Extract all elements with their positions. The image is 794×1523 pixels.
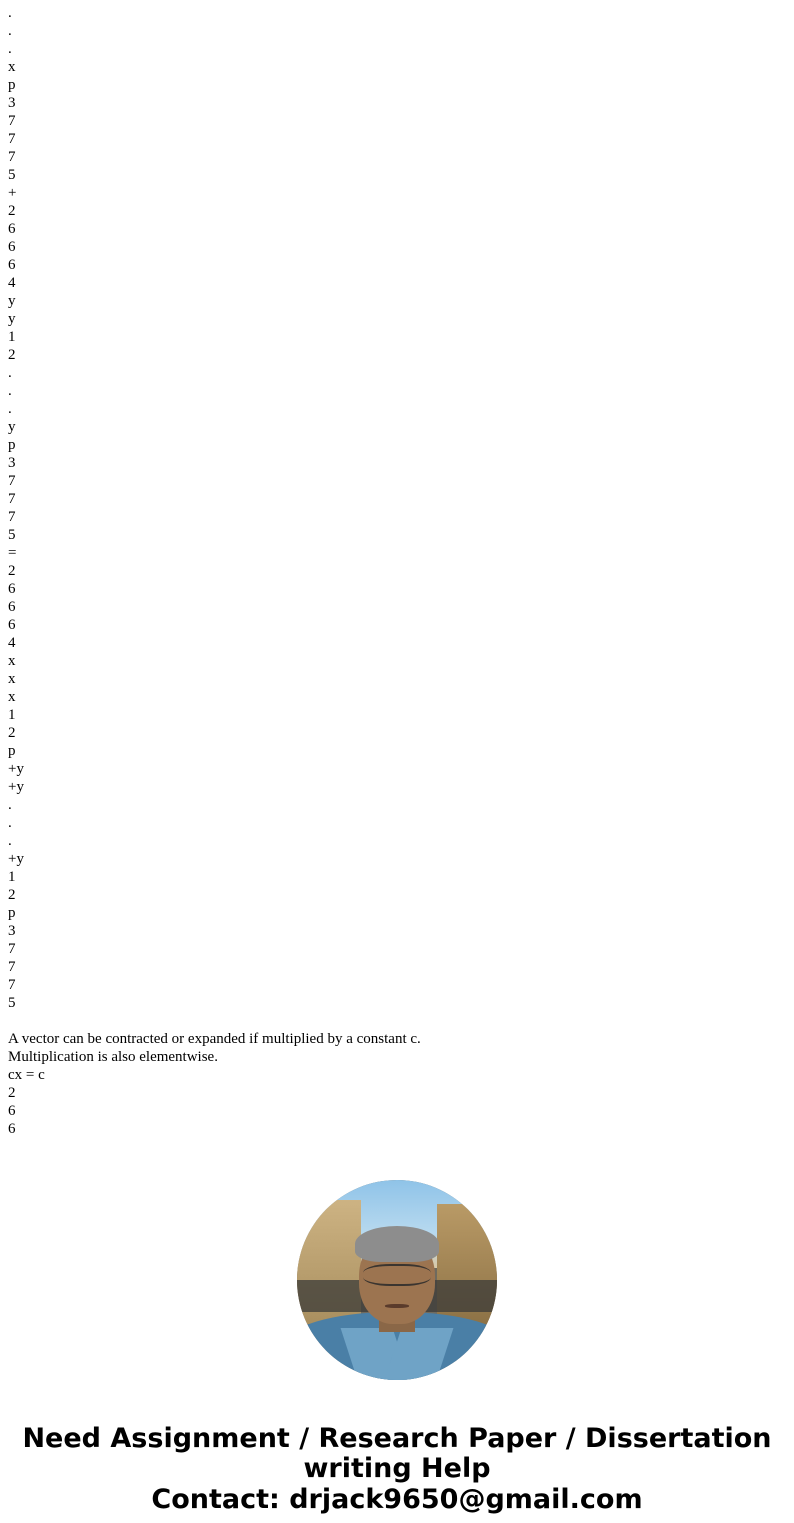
math-line: +y — [8, 851, 24, 867]
math-line: x — [8, 671, 16, 687]
math-line: = — [8, 545, 17, 561]
math-line: p — [8, 743, 16, 759]
math-line: 7 — [8, 491, 16, 507]
math-line: 5 — [8, 995, 16, 1011]
math-block-lower — [8, 1066, 786, 1138]
math-line: 6 — [8, 257, 16, 273]
prose-line: Multiplication is also elementwise. — [8, 1049, 218, 1065]
math-line: 7 — [8, 959, 16, 975]
math-line: y — [8, 419, 16, 435]
math-line: cx = c — [8, 1067, 45, 1083]
author-portrait — [297, 1180, 497, 1380]
glasses-icon — [363, 1264, 431, 1286]
math-line: 2 — [8, 563, 16, 579]
math-line: . — [8, 5, 12, 21]
math-line: 5 — [8, 167, 16, 183]
portrait-hair — [355, 1226, 439, 1262]
math-line: +y — [8, 779, 24, 795]
math-line: 5 — [8, 527, 16, 543]
math-line: p — [8, 437, 16, 453]
math-line: 3 — [8, 455, 16, 471]
math-line: . — [8, 365, 12, 381]
prose-block — [8, 1030, 786, 1066]
footer-line-2: writing Help — [303, 1453, 491, 1484]
math-line: 2 — [8, 887, 16, 903]
math-line: 2 — [8, 1085, 16, 1101]
math-line: 1 — [8, 869, 16, 885]
math-line: 3 — [8, 95, 16, 111]
math-line — [8, 1012, 786, 1030]
math-line: 3 — [8, 923, 16, 939]
math-line: 6 — [8, 239, 16, 255]
math-line: y — [8, 311, 16, 327]
math-line: 7 — [8, 941, 16, 957]
math-line: x — [8, 653, 16, 669]
math-line: 6 — [8, 221, 16, 237]
math-line: . — [8, 833, 12, 849]
math-line: p — [8, 905, 16, 921]
prose-line: A vector can be contracted or expanded if multiplied by a constant c. — [8, 1031, 421, 1047]
math-line: 6 — [8, 1103, 16, 1119]
math-line: 7 — [8, 131, 16, 147]
math-line: 7 — [8, 149, 16, 165]
math-line: . — [8, 23, 12, 39]
math-line: 2 — [8, 347, 16, 363]
math-line: 1 — [8, 707, 16, 723]
footer-line-1: Need Assignment / Research Paper / Dissertation — [22, 1423, 772, 1454]
math-line: 6 — [8, 617, 16, 633]
math-line: x — [8, 59, 16, 75]
math-line: . — [8, 41, 12, 57]
math-line: 2 — [8, 725, 16, 741]
math-line: 7 — [8, 509, 16, 525]
math-line: . — [8, 797, 12, 813]
math-line: . — [8, 815, 12, 831]
footer-advertisement — [8, 1424, 786, 1515]
math-block-upper — [8, 4, 786, 1030]
math-line: y — [8, 293, 16, 309]
math-line: +y — [8, 761, 24, 777]
math-line: 4 — [8, 635, 16, 651]
math-line: 6 — [8, 1121, 16, 1137]
math-line: 7 — [8, 977, 16, 993]
footer-contact-line: Contact: drjack9650@gmail.com — [151, 1484, 643, 1515]
math-line: 4 — [8, 275, 16, 291]
math-line: . — [8, 383, 12, 399]
math-line: 6 — [8, 599, 16, 615]
portrait-container — [8, 1180, 786, 1380]
math-line: p — [8, 77, 16, 93]
math-line: 6 — [8, 581, 16, 597]
math-line: 2 — [8, 203, 16, 219]
portrait-mouth — [385, 1304, 409, 1308]
math-line: . — [8, 401, 12, 417]
math-line: 7 — [8, 473, 16, 489]
math-line: + — [8, 185, 17, 201]
math-line: 1 — [8, 329, 16, 345]
math-line: 7 — [8, 113, 16, 129]
math-line: x — [8, 689, 16, 705]
